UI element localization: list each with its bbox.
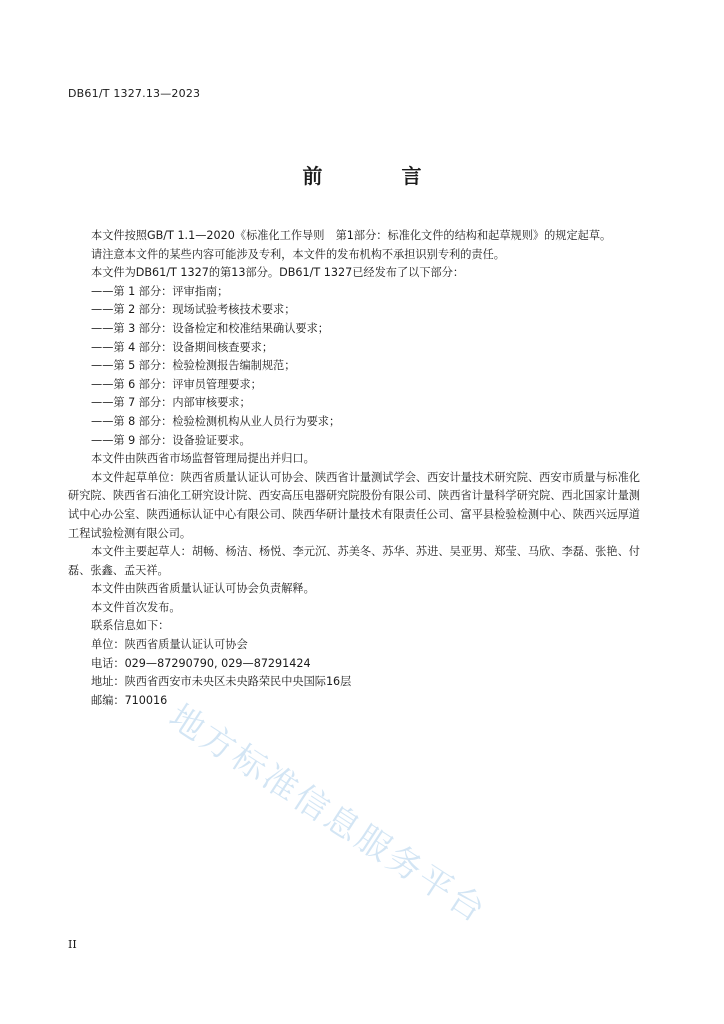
part-item: ——第 5 部分：检验检测报告编制规范； [91,359,296,373]
part-item: ——第 9 部分：设备验证要求。 [91,433,251,447]
contact-postcode: 邮编：710016 [91,693,168,707]
paragraph: 本文件首次发布。 [91,600,181,614]
part-item: ——第 7 部分：内部审核要求； [91,396,251,410]
part-item: ——第 3 部分：设备检定和校准结果确认要求； [91,321,329,335]
part-item: ——第 8 部分：检验检测机构从业人员行为要求； [91,414,341,428]
page-title: 前 言 [302,164,458,188]
contact-heading: 联系信息如下： [91,619,170,633]
paragraph: 本文件由陕西省质量认证认可协会负责解释。 [91,582,315,596]
part-item: ——第 6 部分：评审员管理要求； [91,377,262,391]
contact-unit: 单位：陕西省质量认证认可协会 [91,638,248,652]
part-item: ——第 4 部分：设备期间核查要求； [91,340,274,354]
part-item: ——第 2 部分：现场试验考核技术要求； [91,303,296,317]
watermark: 地方标准信息服务平台 [161,696,494,932]
paragraph: 本文件为DB61/T 1327的第13部分。DB61/T 1327已经发布了以下部分： [91,266,465,280]
part-item: ——第 1 部分：评审指南； [91,284,229,298]
standard-code: DB61/T 1327.13—2023 [68,87,201,100]
paragraph: 本文件由陕西省市场监督管理局提出并归口。 [91,452,315,466]
page-number: II [68,938,77,951]
foreword-body [68,227,640,710]
paragraph: 请注意本文件的某些内容可能涉及专利，本文件的发布机构不承担识别专利的责任。 [91,247,505,261]
contact-phone: 电话：029—87290790, 029—87291424 [91,656,311,670]
contact-address: 地址：陕西省西安市未央区未央路荣民中央国际16层 [91,675,352,689]
drafting-units: 本文件起草单位：陕西省质量认证认可协会、陕西省计量测试学会、西安计量技术研究院、西安市质量与标准化研究院、陕西省石油化工研究设计院、西安高压电器研究院股份有限公司、陕西省计量科学研究院、西北国家计量测试中心办公室、陕西通标认证中心有限公司、陕西华研计量技术有限责任公司、富平县检验检测中心、陕西兴远厚道工程试验检测有限公司。 [68,470,640,540]
drafters: 本文件主要起草人：胡畅、杨洁、杨悦、李元沉、苏美冬、苏华、苏进、吴亚男、郑莹、马欣、李磊、张艳、付磊、张鑫、孟天祥。 [68,545,640,577]
paragraph: 本文件按照GB/T 1.1—2020《标准化工作导则 第1部分：标准化文件的结构和起草规则》的规定起草。 [91,229,612,242]
